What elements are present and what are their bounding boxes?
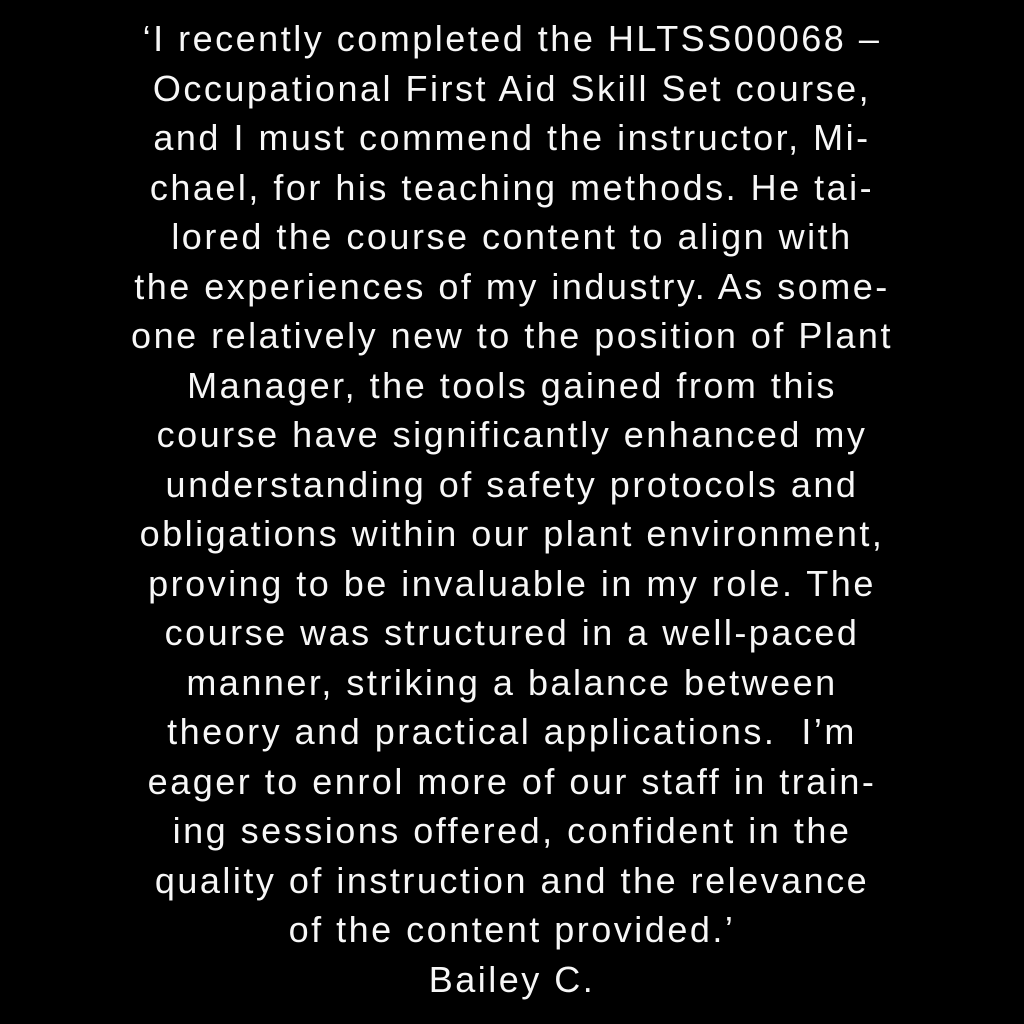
quote-line: proving to be invaluable in my role. The	[148, 562, 876, 604]
quote-line: ‘I recently completed the HLTSS00068 –	[142, 18, 882, 59]
quote-line: theory and practical applications. I’m	[167, 711, 857, 752]
quote-line: the experiences of my industry. As some-	[134, 265, 890, 307]
quote-line: Manager, the tools gained from this	[187, 364, 837, 406]
quote-line: one relatively new to the position of Plant	[131, 315, 893, 356]
quote-line: and I must commend the instructor, Mi-	[153, 117, 871, 158]
quote-line: eager to enrol more of our staff in train-	[147, 760, 877, 802]
quote-line: understanding of safety protocols and	[165, 463, 859, 505]
quote-line: quality of instruction and the relevance	[154, 859, 870, 901]
attribution: Bailey C.	[428, 958, 596, 1000]
quote-line: lored the course content to align with	[171, 216, 853, 257]
quote-line: chael, for his teaching methods. He tai-	[149, 166, 875, 208]
quote-line: course was structured in a well-paced	[164, 612, 860, 653]
quote-line: of the content provided.’	[288, 909, 736, 950]
quote-line: course have significantly enhanced my	[156, 414, 868, 455]
quote-line: Occupational First Aid Skill Set course,	[152, 67, 872, 109]
quote-line: manner, striking a balance between	[186, 661, 838, 703]
quote-line: obligations within our plant environment,	[139, 513, 885, 554]
quote-line: ing sessions offered, confident in the	[172, 810, 852, 851]
